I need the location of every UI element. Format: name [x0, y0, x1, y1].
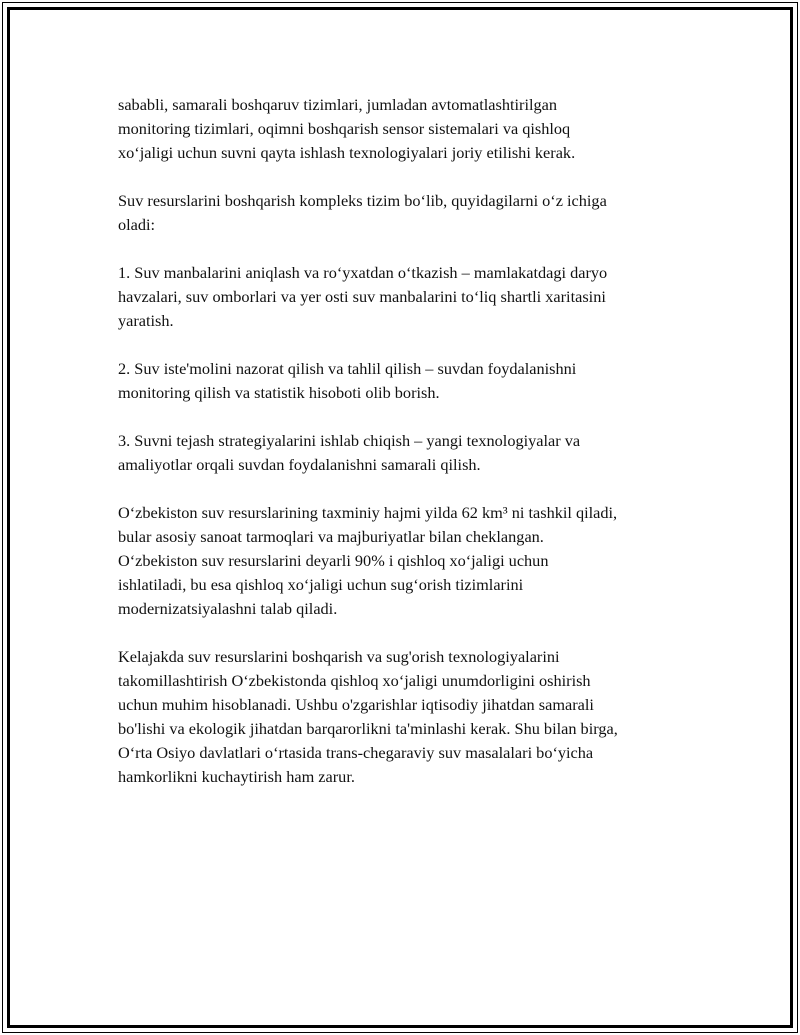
text-line: O‘zbekiston suv resurslarining taxminiy hajmi yilda 62 km³ ni tashkil qiladi,: [118, 503, 618, 522]
text-line: xo‘jaligi uchun suvni qayta ishlash texnologiyalari joriy etilishi kerak.: [118, 143, 576, 162]
text-line: amaliyotlar orqali suvdan foydalanishni samarali qilish.: [118, 455, 481, 474]
text-line: 3. Suvni tejash strategiyalarini ishlab chiqish – yangi texnologiyalar va: [118, 431, 581, 450]
text-line: monitoring tizimlari, oqimni boshqarish sensor sistemalari va qishloq: [118, 119, 571, 138]
document-body: [118, 93, 718, 813]
text-line: Kelajakda suv resurslarini boshqarish va sug'orish texnologiyalarini: [118, 647, 560, 666]
text-line: bo'lishi va ekologik jihatdan barqarorlikni ta'minlashi kerak. Shu bilan birga,: [118, 719, 618, 738]
text-line: modernizatsiyalashni talab qiladi.: [118, 599, 338, 618]
text-line: 2. Suv iste'molini nazorat qilish va tahlil qilish – suvdan foydalanishni: [118, 359, 577, 378]
text-line: takomillashtirish O‘zbekistonda qishloq xo‘jaligi unumdorligini oshirish: [118, 671, 591, 690]
text-line: 1. Suv manbalarini aniqlash va ro‘yxatdan o‘tkazish – mamlakatdagi daryo: [118, 263, 608, 282]
text-line: sababli, samarali boshqaruv tizimlari, jumladan avtomatlashtirilgan: [118, 95, 558, 114]
list-item-1: [118, 261, 718, 333]
text-line: hamkorlikni kuchaytirish ham zarur.: [118, 767, 355, 786]
text-line: ishlatiladi, bu esa qishloq xo‘jaligi uchun sug‘orish tizimlarini: [118, 575, 524, 594]
list-item-3: [118, 429, 718, 477]
paragraph-system-overview: [118, 189, 718, 237]
text-line: O‘zbekiston suv resurslarini deyarli 90% i qishloq xo‘jaligi uchun: [118, 551, 549, 570]
paragraph-water-volume: [118, 501, 718, 621]
list-item-2: [118, 357, 718, 405]
text-line: monitoring qilish va statistik hisoboti olib borish.: [118, 383, 440, 402]
text-line: yaratish.: [118, 311, 174, 330]
paragraph-intro-continuation: [118, 93, 718, 165]
text-line: oladi:: [118, 215, 156, 234]
text-line: havzalari, suv omborlari va yer osti suv manbalarini to‘liq shartli xaritasini: [118, 287, 606, 306]
text-line: uchun muhim hisoblanadi. Ushbu o'zgarishlar iqtisodiy jihatdan samarali: [118, 695, 594, 714]
text-line: bular asosiy sanoat tarmoqlari va majburiyatlar bilan cheklangan.: [118, 527, 544, 546]
text-line: O‘rta Osiyo davlatlari o‘rtasida trans-chegaraviy suv masalalari bo‘yicha: [118, 743, 594, 762]
text-line: Suv resurslarini boshqarish kompleks tizim bo‘lib, quyidagilarni o‘z ichiga: [118, 191, 607, 210]
paragraph-future-outlook: [118, 645, 718, 789]
